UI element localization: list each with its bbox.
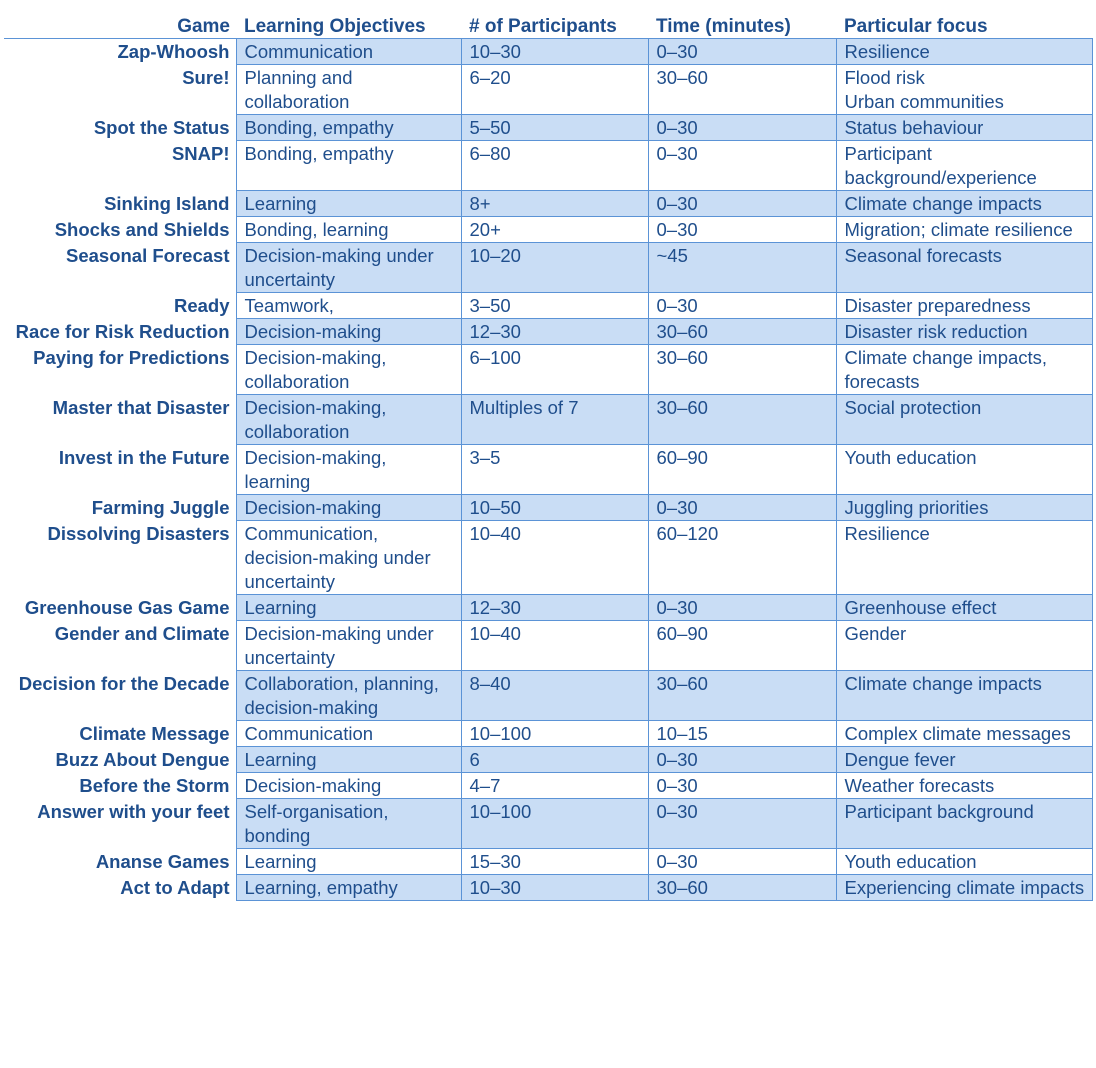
participants-cell: 8+ [461, 191, 648, 217]
particular-focus-cell: Climate change impacts [836, 671, 1092, 721]
learning-objectives-cell: Bonding, empathy [236, 115, 461, 141]
game-name: Act to Adapt [4, 875, 236, 901]
game-name: Master that Disaster [4, 395, 236, 445]
time-cell: 0–30 [648, 39, 836, 65]
learning-objectives-cell: Communication [236, 39, 461, 65]
time-cell: 0–30 [648, 191, 836, 217]
game-name: Race for Risk Reduction [4, 319, 236, 345]
game-name: Shocks and Shields [4, 217, 236, 243]
particular-focus-cell: Complex climate messages [836, 721, 1092, 747]
participants-cell: 6–80 [461, 141, 648, 191]
particular-focus-cell: Climate change impacts [836, 191, 1092, 217]
game-name: Dissolving Disasters [4, 521, 236, 595]
particular-focus-cell: Flood risk Urban communities [836, 65, 1092, 115]
participants-cell: 6–100 [461, 345, 648, 395]
table-row [4, 773, 1092, 799]
table-row [4, 595, 1092, 621]
column-header-learning-objectives: Learning Objectives [236, 14, 461, 39]
particular-focus-cell: Youth education [836, 445, 1092, 495]
column-header-time: Time (minutes) [648, 14, 836, 39]
participants-cell: 10–30 [461, 39, 648, 65]
particular-focus-cell: Weather forecasts [836, 773, 1092, 799]
table-row [4, 621, 1092, 671]
games-table [4, 14, 1093, 901]
table-row [4, 849, 1092, 875]
game-name: Seasonal Forecast [4, 243, 236, 293]
game-name: Zap-Whoosh [4, 39, 236, 65]
participants-cell: 15–30 [461, 849, 648, 875]
game-name: Spot the Status [4, 115, 236, 141]
particular-focus-cell: Experiencing climate impacts [836, 875, 1092, 901]
game-name: Before the Storm [4, 773, 236, 799]
particular-focus-cell: Social protection [836, 395, 1092, 445]
learning-objectives-cell: Decision-making under uncertainty [236, 621, 461, 671]
table-row [4, 191, 1092, 217]
participants-cell: 10–40 [461, 621, 648, 671]
time-cell: 0–30 [648, 141, 836, 191]
participants-cell: 20+ [461, 217, 648, 243]
learning-objectives-cell: Self-organisation, bonding [236, 799, 461, 849]
particular-focus-cell: Resilience [836, 39, 1092, 65]
time-cell: 30–60 [648, 671, 836, 721]
time-cell: 0–30 [648, 747, 836, 773]
participants-cell: 10–20 [461, 243, 648, 293]
learning-objectives-cell: Decision-making [236, 319, 461, 345]
table-row [4, 747, 1092, 773]
table-row [4, 243, 1092, 293]
participants-cell: 12–30 [461, 595, 648, 621]
game-name: Invest in the Future [4, 445, 236, 495]
learning-objectives-cell: Learning [236, 747, 461, 773]
participants-cell: 8–40 [461, 671, 648, 721]
table-row [4, 293, 1092, 319]
learning-objectives-cell: Decision-making, collaboration [236, 345, 461, 395]
time-cell: 0–30 [648, 293, 836, 319]
participants-cell: 10–50 [461, 495, 648, 521]
participants-cell: 12–30 [461, 319, 648, 345]
participants-cell: 6 [461, 747, 648, 773]
time-cell: 30–60 [648, 345, 836, 395]
game-name: Sure! [4, 65, 236, 115]
game-name: Greenhouse Gas Game [4, 595, 236, 621]
time-cell: 0–30 [648, 595, 836, 621]
table-row [4, 799, 1092, 849]
particular-focus-cell: Greenhouse effect [836, 595, 1092, 621]
particular-focus-cell: Climate change impacts, forecasts [836, 345, 1092, 395]
game-name: Climate Message [4, 721, 236, 747]
time-cell: 0–30 [648, 217, 836, 243]
table-row [4, 671, 1092, 721]
game-name: Paying for Predictions [4, 345, 236, 395]
time-cell: 0–30 [648, 495, 836, 521]
learning-objectives-cell: Bonding, empathy [236, 141, 461, 191]
learning-objectives-cell: Decision-making [236, 495, 461, 521]
learning-objectives-cell: Collaboration, planning, decision-making [236, 671, 461, 721]
table-row [4, 319, 1092, 345]
learning-objectives-cell: Learning [236, 191, 461, 217]
column-header-participants: # of Participants [461, 14, 648, 39]
learning-objectives-cell: Decision-making under uncertainty [236, 243, 461, 293]
time-cell: 0–30 [648, 849, 836, 875]
participants-cell: 3–50 [461, 293, 648, 319]
table-row [4, 217, 1092, 243]
particular-focus-cell: Migration; climate resilience [836, 217, 1092, 243]
learning-objectives-cell: Planning and collaboration [236, 65, 461, 115]
time-cell: 30–60 [648, 65, 836, 115]
particular-focus-cell: Participant background/experience [836, 141, 1092, 191]
learning-objectives-cell: Learning [236, 849, 461, 875]
participants-cell: 5–50 [461, 115, 648, 141]
time-cell: 0–30 [648, 799, 836, 849]
participants-cell: 3–5 [461, 445, 648, 495]
time-cell: 0–30 [648, 115, 836, 141]
participants-cell: 6–20 [461, 65, 648, 115]
participants-cell: 10–100 [461, 721, 648, 747]
time-cell: 30–60 [648, 319, 836, 345]
particular-focus-cell: Disaster risk reduction [836, 319, 1092, 345]
header-row [4, 14, 1092, 39]
table-row [4, 345, 1092, 395]
learning-objectives-cell: Bonding, learning [236, 217, 461, 243]
game-name: Decision for the Decade [4, 671, 236, 721]
table-row [4, 495, 1092, 521]
table-row [4, 395, 1092, 445]
participants-cell: 10–40 [461, 521, 648, 595]
table-row [4, 141, 1092, 191]
learning-objectives-cell: Communication, decision-making under uncertainty [236, 521, 461, 595]
participants-cell: 10–100 [461, 799, 648, 849]
game-name: Answer with your feet [4, 799, 236, 849]
learning-objectives-cell: Decision-making, collaboration [236, 395, 461, 445]
participants-cell: 4–7 [461, 773, 648, 799]
game-name: Gender and Climate [4, 621, 236, 671]
learning-objectives-cell: Learning [236, 595, 461, 621]
particular-focus-cell: Juggling priorities [836, 495, 1092, 521]
particular-focus-cell: Seasonal forecasts [836, 243, 1092, 293]
time-cell: 30–60 [648, 395, 836, 445]
participants-cell: Multiples of 7 [461, 395, 648, 445]
games-table-container [4, 14, 1093, 901]
game-name: Ananse Games [4, 849, 236, 875]
game-name: Buzz About Dengue [4, 747, 236, 773]
column-header-game: Game [4, 14, 236, 39]
learning-objectives-cell: Decision-making [236, 773, 461, 799]
particular-focus-cell: Resilience [836, 521, 1092, 595]
learning-objectives-cell: Teamwork, [236, 293, 461, 319]
time-cell: 10–15 [648, 721, 836, 747]
column-header-particular-focus: Particular focus [836, 14, 1092, 39]
table-row [4, 875, 1092, 901]
table-row [4, 721, 1092, 747]
particular-focus-cell: Youth education [836, 849, 1092, 875]
particular-focus-cell: Participant background [836, 799, 1092, 849]
game-name: Farming Juggle [4, 495, 236, 521]
time-cell: ~45 [648, 243, 836, 293]
participants-cell: 10–30 [461, 875, 648, 901]
time-cell: 60–120 [648, 521, 836, 595]
particular-focus-cell: Dengue fever [836, 747, 1092, 773]
particular-focus-cell: Gender [836, 621, 1092, 671]
game-name: Sinking Island [4, 191, 236, 217]
table-row [4, 445, 1092, 495]
learning-objectives-cell: Decision-making, learning [236, 445, 461, 495]
particular-focus-cell: Disaster preparedness [836, 293, 1092, 319]
time-cell: 60–90 [648, 445, 836, 495]
time-cell: 60–90 [648, 621, 836, 671]
table-row [4, 115, 1092, 141]
table-row [4, 521, 1092, 595]
time-cell: 0–30 [648, 773, 836, 799]
learning-objectives-cell: Learning, empathy [236, 875, 461, 901]
learning-objectives-cell: Communication [236, 721, 461, 747]
time-cell: 30–60 [648, 875, 836, 901]
table-row [4, 65, 1092, 115]
particular-focus-cell: Status behaviour [836, 115, 1092, 141]
game-name: SNAP! [4, 141, 236, 191]
table-row [4, 39, 1092, 65]
game-name: Ready [4, 293, 236, 319]
